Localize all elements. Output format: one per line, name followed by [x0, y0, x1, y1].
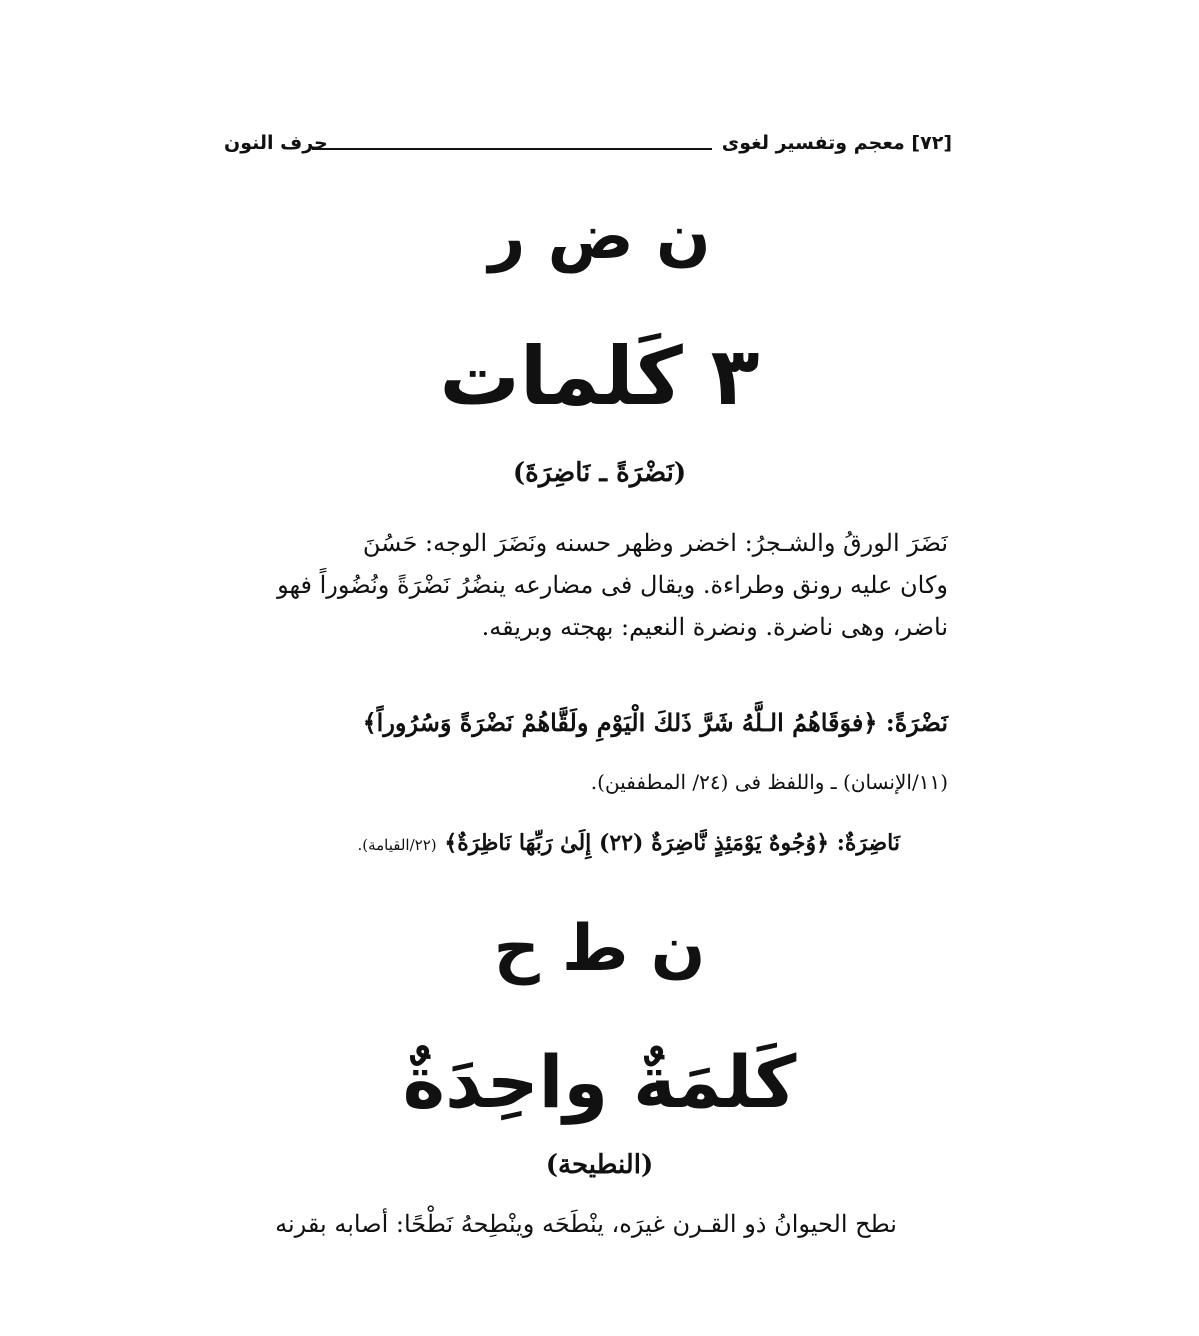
- word-count-heading: ٣ كَلمات: [439, 330, 760, 423]
- example-2: [300, 830, 900, 856]
- definition-line: وكان عليه رونق وطراءة. ويقال فى مضارعه ينضُرُ نَضْرَةً ونُضُوراً فهو: [277, 571, 948, 599]
- example-1: [232, 708, 948, 737]
- definition-paragraph: [232, 522, 948, 648]
- quran-quote: ﴿فوَقَاهُمُ الـلَّهُ شَرَّ ذَلكَ الْيَوْمِ ولَقَّاهُمْ نَضْرَةً وَسُرُوراً﴾: [362, 708, 878, 737]
- root-heading: ن ط ح: [493, 912, 706, 986]
- example-1-reference: (١١/الإنسان) ـ واللفظ فى (٢٤/ المطففين).: [590, 770, 948, 794]
- word-count-heading: كَلمَةٌ واحِدَةٌ: [402, 1040, 797, 1124]
- running-header: [224, 128, 952, 162]
- example-word: نَاضِرَةٌ:: [836, 830, 900, 856]
- verse-reference: (٢٢/القيامة).: [357, 836, 437, 854]
- root-heading: ن ض ر: [488, 200, 711, 274]
- definition-line: ناضر، وهى ناضرة. ونضرة النعيم: بهجته وبريقه.: [481, 613, 948, 641]
- entry-words: (النطيحة): [545, 1150, 654, 1180]
- entry-words: (نَضْرَةً ـ نَاضِرَةَ): [512, 458, 687, 488]
- section-title: حرف النون: [224, 132, 328, 154]
- page-reference: [٧٢] معجم وتفسير لغوى: [721, 132, 952, 154]
- definition-line: نطح الحيوانُ ذو القـرن غيرَه، ينْطَحَه وينْطِحهُ نَطْحًا: أصابه بقرنه: [275, 1210, 897, 1238]
- header-rule: [312, 148, 712, 150]
- quran-quote: ﴿وُجُوهٌ يَوْمَئِذٍ نَّاضِرَةٌ (٢٢) إِلَىٰ رَبِّهَا نَاظِرَةٌ﴾: [444, 830, 830, 856]
- definition-line: نَضَرَ الورقُ والشـجرُ: اخضر وظهر حسنه ونَضَرَ الوجه: حَسُنَ: [362, 529, 948, 557]
- example-word: نَضْرَةً:: [885, 708, 948, 737]
